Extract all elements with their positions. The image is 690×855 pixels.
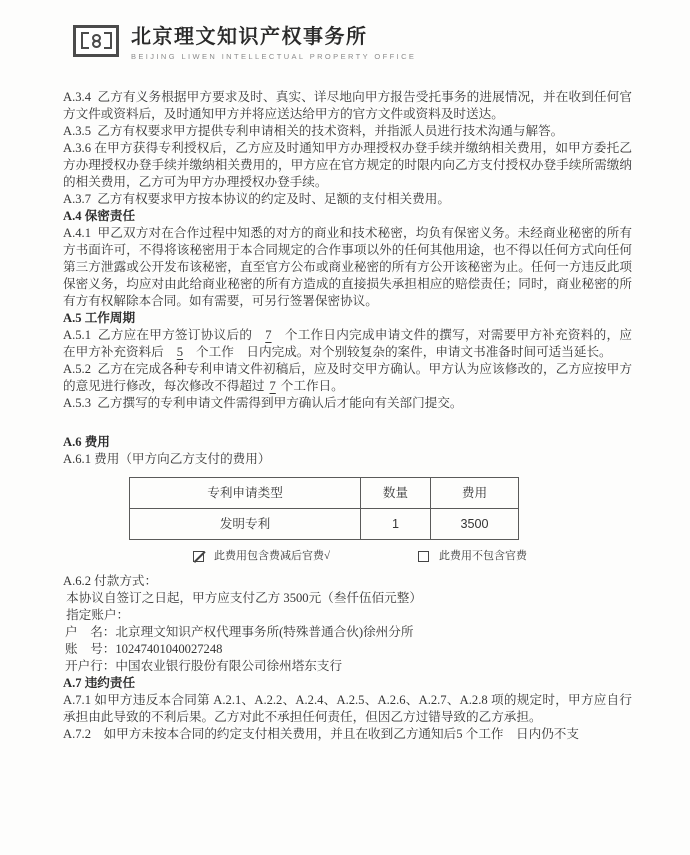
payment-line: 本协议自签订之日起，甲方应支付乙方 3500元（叁仟伍佰元整） (63, 591, 422, 605)
clause-a3-4: A.3.4 乙方有义务根据甲方要求及时、真实、详尽地向甲方报告受托事务的进展情况，并在收到任何官方文件或资料后，及时通知甲方并将应送达给甲方的官方文件或资料及时送达。 (63, 90, 632, 121)
fee-option-without-official-fee (418, 548, 527, 565)
section-heading-a7: A.7 违约责任 (63, 676, 136, 690)
clause-a5-3: A.5.3 乙方撰写的专利申请文件需得到甲方确认后才能向有关部门提交。 (63, 396, 463, 410)
logo-bracket-right-icon (104, 32, 112, 49)
section-heading-a5: A.5 工作周期 (63, 311, 136, 325)
account-bank: 开户行：中国农业银行股份有限公司徐州塔东支行 (65, 659, 343, 673)
clause-a3-6: A.3.6 在甲方获得专利授权后，乙方应及时通知甲方办理授权办登手续并缴纳相关费用，如甲方委托乙方办理授权办登手续并缴纳相关费用的，甲方应在官方规定的时限内向乙方支付授权办登手续所需缴纳的相关费用，乙方可为甲方办理授权办登手续。 (63, 141, 632, 189)
section-heading-a6: A.6 费用 (63, 435, 110, 449)
fee-table-header-row (130, 478, 519, 509)
fee-cell-type: 发明专利 (130, 509, 361, 540)
fee-table-col-qty: 数量 (361, 478, 431, 509)
blank-days-1: 7 (265, 328, 272, 342)
clause-a5-2: A.5.2 乙方在完成各种专利申请文件初稿后，应及时交甲方确认。甲方认为应该修改的，乙方应按甲方的意见进行修改，每次修改不得超过 7 个工作日。 (63, 362, 632, 393)
liwen-logo-icon (73, 25, 119, 57)
clause-a3-7: A.3.7 乙方有权要求甲方按本协议的约定及时、足额的支付相关费用。 (63, 192, 450, 206)
fee-option-label: 此费用不包含官费 (439, 550, 528, 562)
account-name: 户 名：北京理文知识产权代理事务所(特殊普通合伙)徐州分所 (65, 625, 414, 639)
blank-days-2: 5 (176, 345, 184, 359)
clause-a3-5: A.3.5 乙方有权要求甲方提供专利申请相关的技术资料，并指派人员进行技术沟通与解答。 (63, 124, 564, 138)
clause-a6-2: A.6.2 付款方式： (63, 574, 158, 588)
fee-table-col-type: 专利申请类型 (130, 478, 361, 509)
fee-option-with-official-fee (193, 548, 330, 565)
clause-a7-1: A.7.1 如甲方违反本合同第 A.2.1、A.2.2、A.2.4、A.2.5、A.2.6、A.2.7、A.2.8 项的规定时，甲方应自行承担由此导致的不利后果。乙方对此不承担任何责任，但因乙方过错导致的乙方承担。 (63, 693, 632, 724)
clause-a4-1: A.4.1 甲乙双方对在合作过程中知悉的对方的商业和技术秘密，均负有保密义务。未经商业秘密的所有方书面许可，不得将该秘密用于本合同规定的合作事项以外的任何其他用途，也不得以任何方式向任何第三方泄露或公开发布该秘密，直至官方公布或商业秘密的所有方公开该秘密为止。任何一方违反此项保密义务，均应对由此给商业秘密的所有方造成的直接损失承担相应的赔偿责任；同时，商业秘密的所有方有权解除本合同。如有需要，可另行签署保密协议。 (63, 226, 632, 308)
clause-a7-2: A.7.2 如甲方未按本合同的约定支付相关费用，并且在收到乙方通知后5 个工作 日内仍不支 (63, 727, 579, 741)
blank-days-3: 7 (269, 379, 276, 393)
letterhead (73, 20, 632, 61)
org-name-en: BEIJING LIWEN INTELLECTUAL PROPERTY OFFICE (131, 52, 417, 61)
section-heading-a4: A.4 保密责任 (63, 209, 136, 223)
logo-bracket-left-icon (81, 32, 89, 49)
fee-table-row (130, 509, 519, 540)
fee-table-col-fee: 费用 (431, 478, 519, 509)
checkbox-checked-icon (193, 551, 204, 562)
account-number: 账 号：10247401040027248 (65, 642, 223, 656)
clause-a6-1: A.6.1 费用（甲方向乙方支付的费用） (63, 452, 271, 466)
logo-eight-icon (92, 34, 101, 48)
fee-option-label: 此费用包含费减后官费√ (214, 550, 331, 562)
fee-cell-fee: 3500 (431, 509, 519, 540)
account-label: 指定账户： (63, 608, 130, 622)
org-name-zh: 北京理文知识产权事务所 (131, 26, 368, 48)
fee-option-row (193, 548, 632, 565)
contract-body (63, 89, 632, 743)
checkbox-unchecked-icon (418, 551, 429, 562)
clause-a5-1: A.5.1 乙方应在甲方签订协议后的 7 个工作日内完成申请文件的撰写，对需要甲方补充资料的，应在甲方补充资料后 5 个工作 日内完成。对个别较复杂的案件，申请文书准备时间可适当延长。 (63, 328, 632, 359)
fee-table (129, 477, 519, 540)
fee-cell-qty: 1 (361, 509, 431, 540)
